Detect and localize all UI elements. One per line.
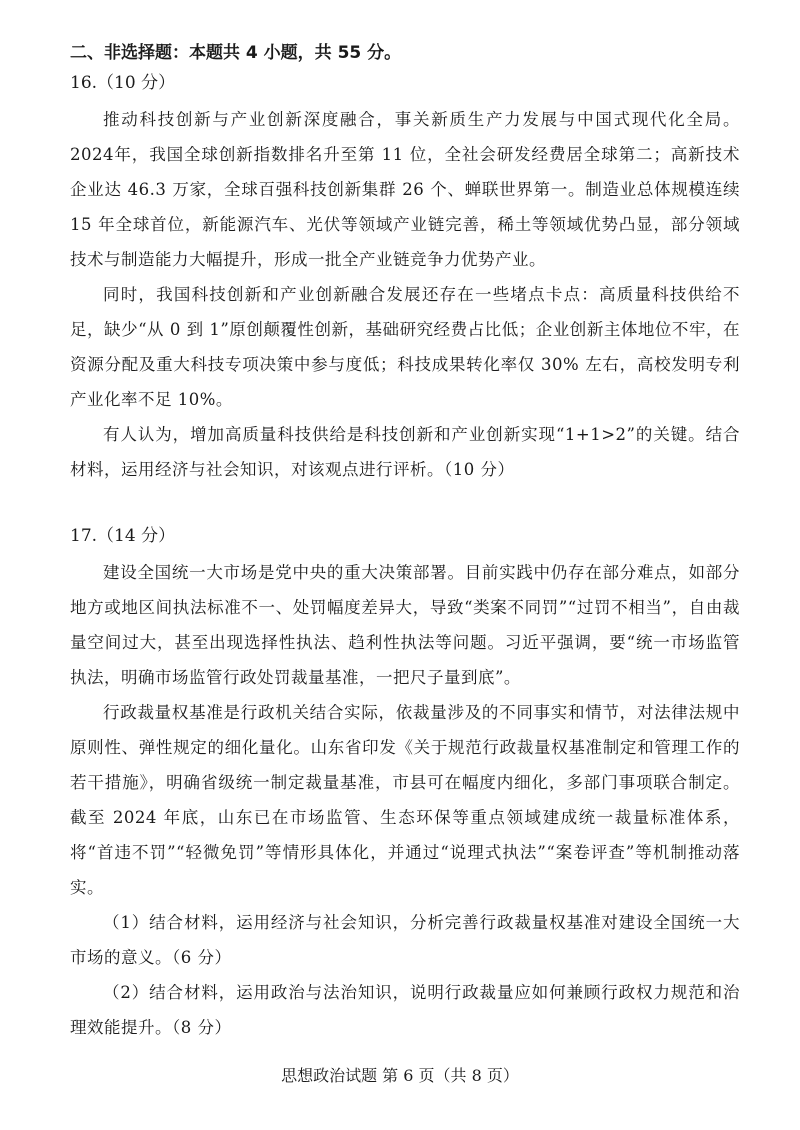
page-content	[70, 38, 740, 1045]
question-16-material-2: 同时，我国科技创新和产业创新融合发展还存在一些堵点卡点：高质量科技供给不足，缺少“从 0 到 1”原创颠覆性创新，基础研究经费占比低；企业创新主体地位不牢，在资源分配及重大科技专项决策中参与度低；科技成果转化率仅 30% 左右，高校发明专利产业化率不足 10%。	[70, 285, 740, 409]
page-footer: 思想政治试题 第 6 页（共 8 页）	[281, 1066, 519, 1085]
question-16-material-1: 推动科技创新与产业创新深度融合，事关新质生产力发展与中国式现代化全局。2024年，我国全球创新指数排名升至第 11 位，全社会研发经费居全球第二；高新技术企业达 46.3 万家，全球百强科技创新集群 26 个、蝉联世界第一。制造业总体规模连续 15 年全球首位，新能源汽车、光伏等领域产业链完善，稀土等领域优势凸显，部分领域技术与制造能力大幅提升，形成一批全产业链竞争力优势产业。	[70, 110, 740, 269]
question-16	[70, 68, 740, 487]
question-16-prompt: 有人认为，增加高质量科技供给是科技创新和产业创新实现“1+1>2”的关键。结合材料，运用经济与社会知识，对该观点进行评析。（10 分）	[70, 425, 740, 479]
question-17-material-2: 行政裁量权基准是行政机关结合实际，依裁量涉及的不同事实和情节，对法律法规中原则性、弹性规定的细化量化。山东省印发《关于规范行政裁量权基准制定和管理工作的若干措施》，明确省级统一制定裁量基准，市县可在幅度内细化，多部门事项联合制定。截至 2024 年底，山东已在市场监管、生态环保等重点领域建成统一裁量标准体系，将“首违不罚”“轻微免罚”等情形具体化，并通过“说理式执法”“案卷评查”等机制推动落实。	[70, 703, 740, 897]
section-title: 二、非选择题：本题共 4 小题，共 55 分。	[70, 43, 402, 63]
question-17-material-1: 建设全国统一大市场是党中央的重大决策部署。目前实践中仍存在部分难点，如部分地方或地区间执法标准不一、处罚幅度差异大，导致“类案不同罚”“过罚不相当”，自由裁量空间过大，甚至出现选择性执法、趋利性执法等问题。习近平强调，要“统一市场监管执法，明确市场监管行政处罚裁量基准，一把尺子量到底”。	[70, 563, 740, 687]
question-17-subquestion-2: （2）结合材料，运用政治与法治知识，说明行政裁量应如何兼顾行政权力规范和治理效能提升。（8 分）	[70, 983, 740, 1037]
question-17	[70, 521, 740, 1045]
question-16-label: 16.（10 分）	[70, 73, 176, 93]
question-17-subquestion-1: （1）结合材料，运用经济与社会知识，分析完善行政裁量权基准对建设全国统一大市场的意义。（6 分）	[70, 913, 740, 967]
question-17-label: 17.（14 分）	[70, 526, 176, 546]
